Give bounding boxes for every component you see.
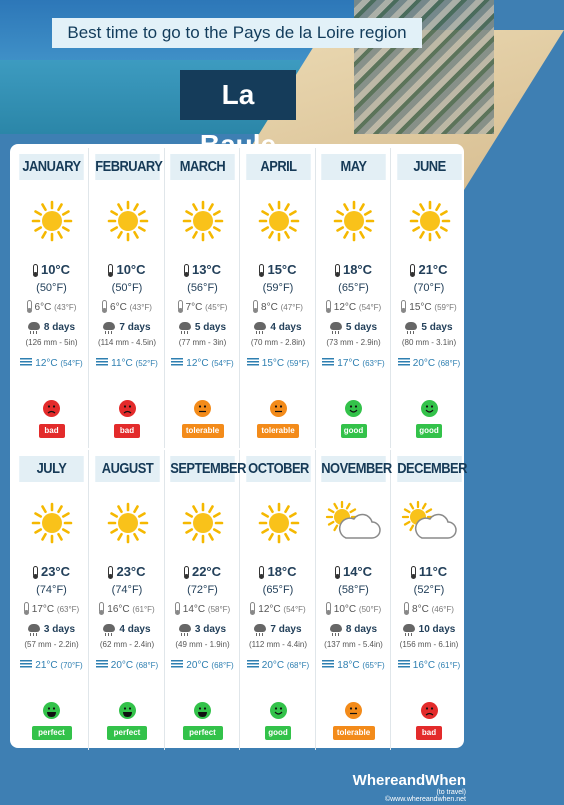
max-temp xyxy=(316,564,391,579)
neutral-face-icon xyxy=(270,400,287,417)
wave-icon xyxy=(322,358,334,366)
rain-days-row xyxy=(165,322,240,333)
rating-badge: bad xyxy=(114,424,140,438)
max-temp-c: 23°C xyxy=(40,564,71,579)
month-name: SEPTEMBER xyxy=(170,456,235,482)
sun-icon xyxy=(258,502,300,544)
wave-icon xyxy=(171,358,183,366)
max-temp-c: 22°C xyxy=(191,564,222,579)
month-name: OCTOBER xyxy=(246,456,311,482)
max-temp xyxy=(241,564,316,579)
month-name: NOVEMBER xyxy=(321,456,386,482)
sea-temp-row xyxy=(165,358,240,369)
rain-days: 5 days xyxy=(345,322,378,333)
thermometer-icon xyxy=(404,602,409,613)
min-temp-c: 8°C xyxy=(261,302,278,313)
max-temp-c: 23°C xyxy=(116,564,146,579)
sea-temp-c: 15°C xyxy=(261,358,285,369)
month-column-january xyxy=(14,148,89,448)
rain-days: 4 days xyxy=(270,322,302,333)
rain-amount: (112 mm - 4.4in) xyxy=(248,640,308,649)
rain-days-row xyxy=(90,624,165,635)
min-temp xyxy=(316,602,391,615)
rain-amount: (156 mm - 6.1in) xyxy=(399,640,459,649)
neutral-face-icon xyxy=(345,702,362,719)
rain-amount: (49 mm - 1.9in) xyxy=(175,640,230,649)
page-title: Best time to go to the Pays de la Loire region xyxy=(52,18,422,48)
min-temp-c: 12°C xyxy=(333,302,357,313)
sea-temp-c: 20°C xyxy=(186,660,209,671)
max-temp-f: (50°F) xyxy=(111,282,143,294)
min-temp-c: 16°C xyxy=(107,604,130,615)
copyright-url[interactable]: ©www.whereandwhen.net xyxy=(384,796,466,803)
month-column-may xyxy=(316,148,391,448)
thermometer-icon xyxy=(250,602,255,613)
rain-cloud-icon xyxy=(403,624,415,632)
sun-icon xyxy=(409,200,451,242)
rain-days-row xyxy=(316,322,391,333)
sea-temp-c: 17°C xyxy=(337,358,360,369)
max-temp-c: 18°C xyxy=(342,262,373,277)
sun-icon xyxy=(31,502,73,544)
min-temp xyxy=(165,602,240,615)
wave-icon xyxy=(247,660,259,668)
max-temp-f: (56°F) xyxy=(187,282,218,294)
thermometer-icon xyxy=(335,264,340,275)
sea-temp-c: 16°C xyxy=(412,660,436,671)
thermometer-icon xyxy=(175,602,180,613)
sun-cloud-icon xyxy=(402,502,444,544)
rating-badge: tolerable xyxy=(182,424,224,438)
rating-badge: perfect xyxy=(32,726,72,740)
rating-badge: good xyxy=(341,424,367,438)
max-temp xyxy=(165,262,240,277)
rain-days: 8 days xyxy=(43,322,76,333)
rating-badge: perfect xyxy=(107,726,147,740)
rain-amount: (80 mm - 3.1in) xyxy=(401,338,457,347)
max-temp xyxy=(241,262,316,277)
min-temp-f: (58°F) xyxy=(207,605,231,614)
min-temp-f: (46°F) xyxy=(431,605,454,614)
thermometer-icon xyxy=(335,566,340,577)
max-temp xyxy=(14,262,89,277)
thermometer-icon xyxy=(259,264,264,275)
sea-temp-c: 11°C xyxy=(111,358,133,369)
rain-cloud-icon xyxy=(179,624,191,632)
sad-face-icon xyxy=(119,400,136,417)
min-temp-c: 17°C xyxy=(31,604,55,615)
month-column-june xyxy=(392,148,467,448)
sea-temp-f: (65°F) xyxy=(362,661,385,670)
rain-amount: (62 mm - 2.4in) xyxy=(99,640,155,649)
smile-face-icon xyxy=(421,400,438,417)
sea-temp-c: 20°C xyxy=(261,660,285,671)
rain-days-row xyxy=(14,322,89,333)
rating-badge: good xyxy=(416,424,442,438)
wave-icon xyxy=(171,660,183,668)
max-temp-c: 15°C xyxy=(267,262,297,277)
max-temp-f: (74°F) xyxy=(36,584,67,596)
sea-temp-f: (54°F) xyxy=(60,359,83,368)
month-name: APRIL xyxy=(246,154,311,180)
sun-cloud-icon xyxy=(326,502,368,544)
sea-temp-f: (52°F) xyxy=(135,359,158,368)
thermometer-icon xyxy=(33,264,38,275)
sea-temp-row xyxy=(241,660,316,671)
min-temp xyxy=(392,602,467,615)
min-temp-c: 10°C xyxy=(333,604,357,615)
sea-temp-f: (59°F) xyxy=(286,359,310,368)
month-name: AUGUST xyxy=(95,456,160,482)
thermometer-icon xyxy=(411,566,416,577)
max-temp-c: 13°C xyxy=(191,262,222,277)
sea-temp-row xyxy=(90,358,165,369)
thermometer-icon xyxy=(326,602,331,613)
sea-temp-c: 21°C xyxy=(35,660,58,671)
city-title: La xyxy=(180,70,296,120)
rain-amount: (70 mm - 2.8in) xyxy=(250,338,306,347)
month-name: JULY xyxy=(19,456,84,482)
month-column-october xyxy=(241,450,316,750)
sea-temp-row xyxy=(90,660,165,671)
rain-days-row xyxy=(316,624,391,635)
thermometer-icon xyxy=(24,602,29,613)
rain-days: 10 days xyxy=(418,624,456,635)
max-temp-c: 10°C xyxy=(40,262,71,277)
min-temp-c: 6°C xyxy=(34,302,52,313)
rating-badge: good xyxy=(265,726,291,740)
rain-cloud-icon xyxy=(405,322,417,330)
rain-amount: (77 mm - 3in) xyxy=(178,338,227,347)
wave-icon xyxy=(398,660,410,668)
rating-badge: tolerable xyxy=(333,726,375,740)
sea-temp-f: (54°F) xyxy=(211,359,234,368)
rain-amount: (73 mm - 2.9in) xyxy=(326,338,381,347)
max-temp-c: 21°C xyxy=(418,262,448,277)
hero-banner xyxy=(0,0,474,134)
sea-temp-f: (61°F) xyxy=(437,661,461,670)
rain-days: 4 days xyxy=(119,624,151,635)
rain-days-row xyxy=(241,322,316,333)
sea-temp-row xyxy=(14,660,89,671)
sun-icon xyxy=(107,502,149,544)
min-temp xyxy=(392,300,467,313)
brand-name: WhereandWhen xyxy=(352,772,466,789)
rain-cloud-icon xyxy=(330,624,342,632)
thermometer-icon xyxy=(102,300,107,311)
sea-temp-row xyxy=(14,358,89,369)
sad-face-icon xyxy=(421,702,438,719)
sun-icon xyxy=(333,200,375,242)
min-temp xyxy=(165,300,240,313)
min-temp xyxy=(241,602,316,615)
max-temp-f: (72°F) xyxy=(187,584,218,596)
wave-icon xyxy=(322,660,334,668)
sea-temp-f: (68°F) xyxy=(286,661,310,670)
sun-icon xyxy=(182,502,224,544)
min-temp xyxy=(90,602,165,615)
rain-cloud-icon xyxy=(28,624,40,632)
rain-days: 7 days xyxy=(119,322,151,333)
grin-face-icon xyxy=(43,702,60,719)
sea-temp-f: (68°F) xyxy=(211,661,234,670)
climate-panel xyxy=(10,144,467,748)
sea-temp-f: (68°F) xyxy=(437,359,461,368)
rain-days: 5 days xyxy=(421,322,453,333)
rain-days: 7 days xyxy=(270,624,302,635)
min-temp-c: 8°C xyxy=(412,604,429,615)
min-temp-f: (50°F) xyxy=(358,605,382,614)
rain-days-row xyxy=(165,624,240,635)
sun-icon xyxy=(31,200,73,242)
grin-face-icon xyxy=(194,702,211,719)
min-temp-c: 14°C xyxy=(182,604,206,615)
thermometer-icon xyxy=(401,300,406,311)
min-temp-f: (43°F) xyxy=(54,303,77,312)
sea-temp-c: 12°C xyxy=(35,358,58,369)
rating-badge: perfect xyxy=(183,726,223,740)
rain-cloud-icon xyxy=(179,322,191,330)
month-column-april xyxy=(241,148,316,448)
sea-temp-c: 18°C xyxy=(337,660,360,671)
thermometer-icon xyxy=(410,264,415,275)
thermometer-icon xyxy=(108,264,113,275)
month-column-september xyxy=(165,450,246,750)
rain-days: 3 days xyxy=(194,624,227,635)
min-temp-f: (61°F) xyxy=(132,605,155,614)
max-temp-f: (65°F) xyxy=(338,282,369,294)
thermometer-icon xyxy=(99,602,104,613)
rain-days: 8 days xyxy=(345,624,378,635)
brand-tagline: (to travel) xyxy=(436,789,466,796)
max-temp xyxy=(90,564,165,579)
thermometer-icon xyxy=(27,300,32,311)
thermometer-icon xyxy=(326,300,331,311)
rain-days: 5 days xyxy=(194,322,227,333)
month-name: MARCH xyxy=(170,154,235,180)
sea-temp-row xyxy=(316,358,391,369)
wave-icon xyxy=(247,358,259,366)
min-temp xyxy=(14,300,89,313)
wave-icon xyxy=(96,660,108,668)
max-temp-f: (65°F) xyxy=(262,584,294,596)
max-temp xyxy=(90,262,165,277)
thermometer-icon xyxy=(178,300,183,311)
sea-temp-row xyxy=(241,358,316,369)
month-column-february xyxy=(90,148,165,448)
thermometer-icon xyxy=(33,566,38,577)
max-temp-f: (74°F) xyxy=(111,584,143,596)
sea-temp-row xyxy=(316,660,391,671)
rain-cloud-icon xyxy=(103,624,115,632)
max-temp-f: (52°F) xyxy=(413,584,445,596)
rain-days-row xyxy=(241,624,316,635)
wave-icon xyxy=(398,358,410,366)
thermometer-icon xyxy=(184,566,189,577)
sea-temp-c: 20°C xyxy=(110,660,134,671)
rating-badge: bad xyxy=(39,424,65,438)
rain-amount: (137 mm - 5.4in) xyxy=(324,640,383,649)
sad-face-icon xyxy=(43,400,60,417)
max-temp-c: 18°C xyxy=(267,564,297,579)
month-name: JUNE xyxy=(397,154,462,180)
max-temp-c: 14°C xyxy=(342,564,373,579)
month-column-march xyxy=(165,148,240,448)
max-temp-c: 11°C xyxy=(418,564,448,579)
wave-icon xyxy=(20,358,32,366)
min-temp xyxy=(241,300,316,313)
rain-amount: (126 mm - 5in) xyxy=(25,338,78,347)
min-temp-f: (45°F) xyxy=(205,303,228,312)
min-temp xyxy=(90,300,165,313)
min-temp-f: (43°F) xyxy=(129,303,152,312)
rain-amount: (57 mm - 2.2in) xyxy=(24,640,79,649)
max-temp xyxy=(392,564,467,579)
month-column-december xyxy=(392,450,467,750)
rain-days-row xyxy=(392,624,467,635)
smile-face-icon xyxy=(270,702,287,719)
sea-temp-f: (68°F) xyxy=(135,661,159,670)
min-temp xyxy=(316,300,391,313)
thermometer-icon xyxy=(184,264,189,275)
sea-temp-row xyxy=(165,660,240,671)
rain-days: 3 days xyxy=(43,624,76,635)
sun-icon xyxy=(182,200,224,242)
max-temp-f: (70°F) xyxy=(413,282,445,294)
rain-amount: (114 mm - 4.5in) xyxy=(97,338,157,347)
sea-temp-f: (63°F) xyxy=(362,359,385,368)
month-column-july xyxy=(14,450,89,750)
wave-icon xyxy=(96,358,108,366)
rating-badge: tolerable xyxy=(257,424,299,438)
min-temp-f: (54°F) xyxy=(358,303,382,312)
rain-cloud-icon xyxy=(254,322,266,330)
sun-icon xyxy=(258,200,300,242)
max-temp-f: (50°F) xyxy=(36,282,67,294)
thermometer-icon xyxy=(108,566,113,577)
rain-days-row xyxy=(392,322,467,333)
rain-cloud-icon xyxy=(103,322,115,330)
rain-cloud-icon xyxy=(28,322,40,330)
min-temp-c: 6°C xyxy=(110,302,127,313)
rain-cloud-icon xyxy=(254,624,266,632)
neutral-face-icon xyxy=(194,400,211,417)
min-temp-f: (54°F) xyxy=(283,605,306,614)
min-temp-f: (47°F) xyxy=(280,303,303,312)
rain-days-row xyxy=(14,624,89,635)
sea-temp-c: 20°C xyxy=(412,358,436,369)
thermometer-icon xyxy=(259,566,264,577)
sea-temp-row xyxy=(392,358,467,369)
min-temp-c: 15°C xyxy=(409,302,432,313)
min-temp-f: (63°F) xyxy=(56,605,80,614)
month-name: MAY xyxy=(321,154,386,180)
thermometer-icon xyxy=(253,300,258,311)
month-name: FEBRUARY xyxy=(95,154,160,180)
max-temp xyxy=(392,262,467,277)
rain-cloud-icon xyxy=(330,322,342,330)
max-temp xyxy=(14,564,89,579)
min-temp-c: 12°C xyxy=(258,604,281,615)
sea-temp-c: 12°C xyxy=(186,358,209,369)
max-temp-f: (59°F) xyxy=(262,282,294,294)
max-temp-f: (58°F) xyxy=(338,584,369,596)
sea-temp-row xyxy=(392,660,467,671)
sea-temp-f: (70°F) xyxy=(60,661,83,670)
month-name: DECEMBER xyxy=(397,456,462,482)
footer-logo[interactable] xyxy=(346,772,466,802)
rating-badge: bad xyxy=(416,726,442,740)
rain-days-row xyxy=(90,322,165,333)
min-temp-c: 7°C xyxy=(185,302,203,313)
min-temp xyxy=(14,602,89,615)
max-temp xyxy=(165,564,240,579)
smile-face-icon xyxy=(345,400,362,417)
month-name: JANUARY xyxy=(19,154,84,180)
month-column-august xyxy=(90,450,165,750)
sun-icon xyxy=(107,200,149,242)
wave-icon xyxy=(20,660,32,668)
max-temp-c: 10°C xyxy=(116,262,146,277)
min-temp-f: (59°F) xyxy=(434,303,457,312)
grin-face-icon xyxy=(119,702,136,719)
max-temp xyxy=(316,262,391,277)
month-column-november xyxy=(316,450,391,750)
